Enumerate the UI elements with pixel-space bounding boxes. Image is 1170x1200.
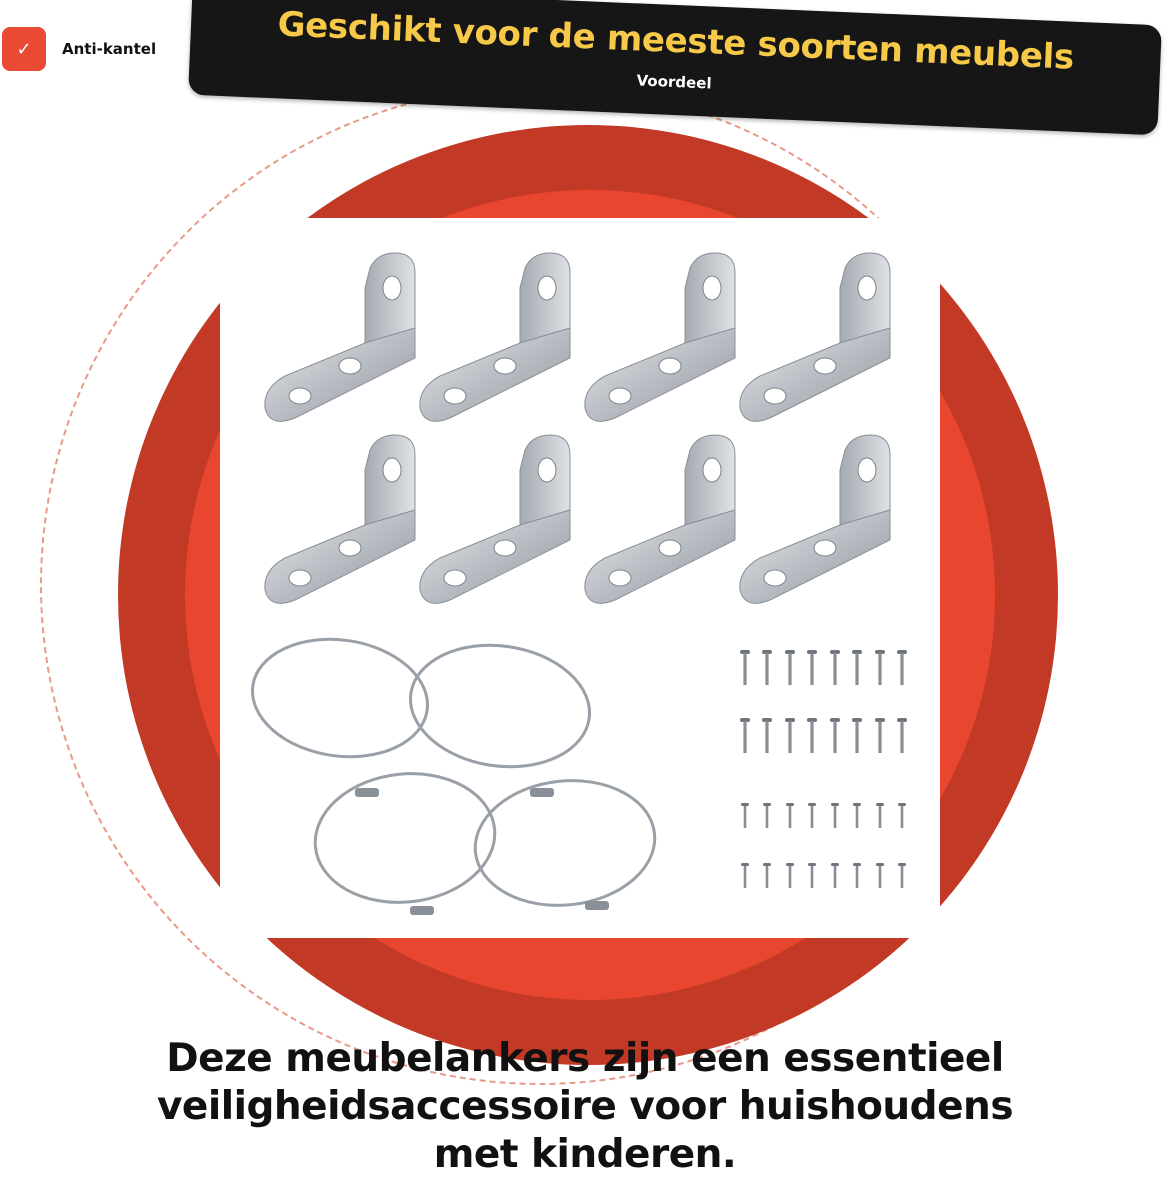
feature-badge [2,27,156,71]
banner-title: Geschikt voor de meeste soorten meubels [276,4,1075,78]
badge-label: Anti-kantel [62,40,157,58]
caption-line: met kinderen. [433,1132,737,1177]
check-icon: ✓ [2,27,46,71]
headline-banner [188,0,1162,135]
product-illustration [220,218,940,938]
banner-subtitle: Voordeel [636,71,712,93]
caption-line: veiligheidsaccessoire voor huishoudens [156,1084,1014,1129]
description-caption [20,1035,1150,1179]
caption-line: Deze meubelankers zijn een essentieel [166,1036,1004,1081]
product-image [220,218,940,938]
